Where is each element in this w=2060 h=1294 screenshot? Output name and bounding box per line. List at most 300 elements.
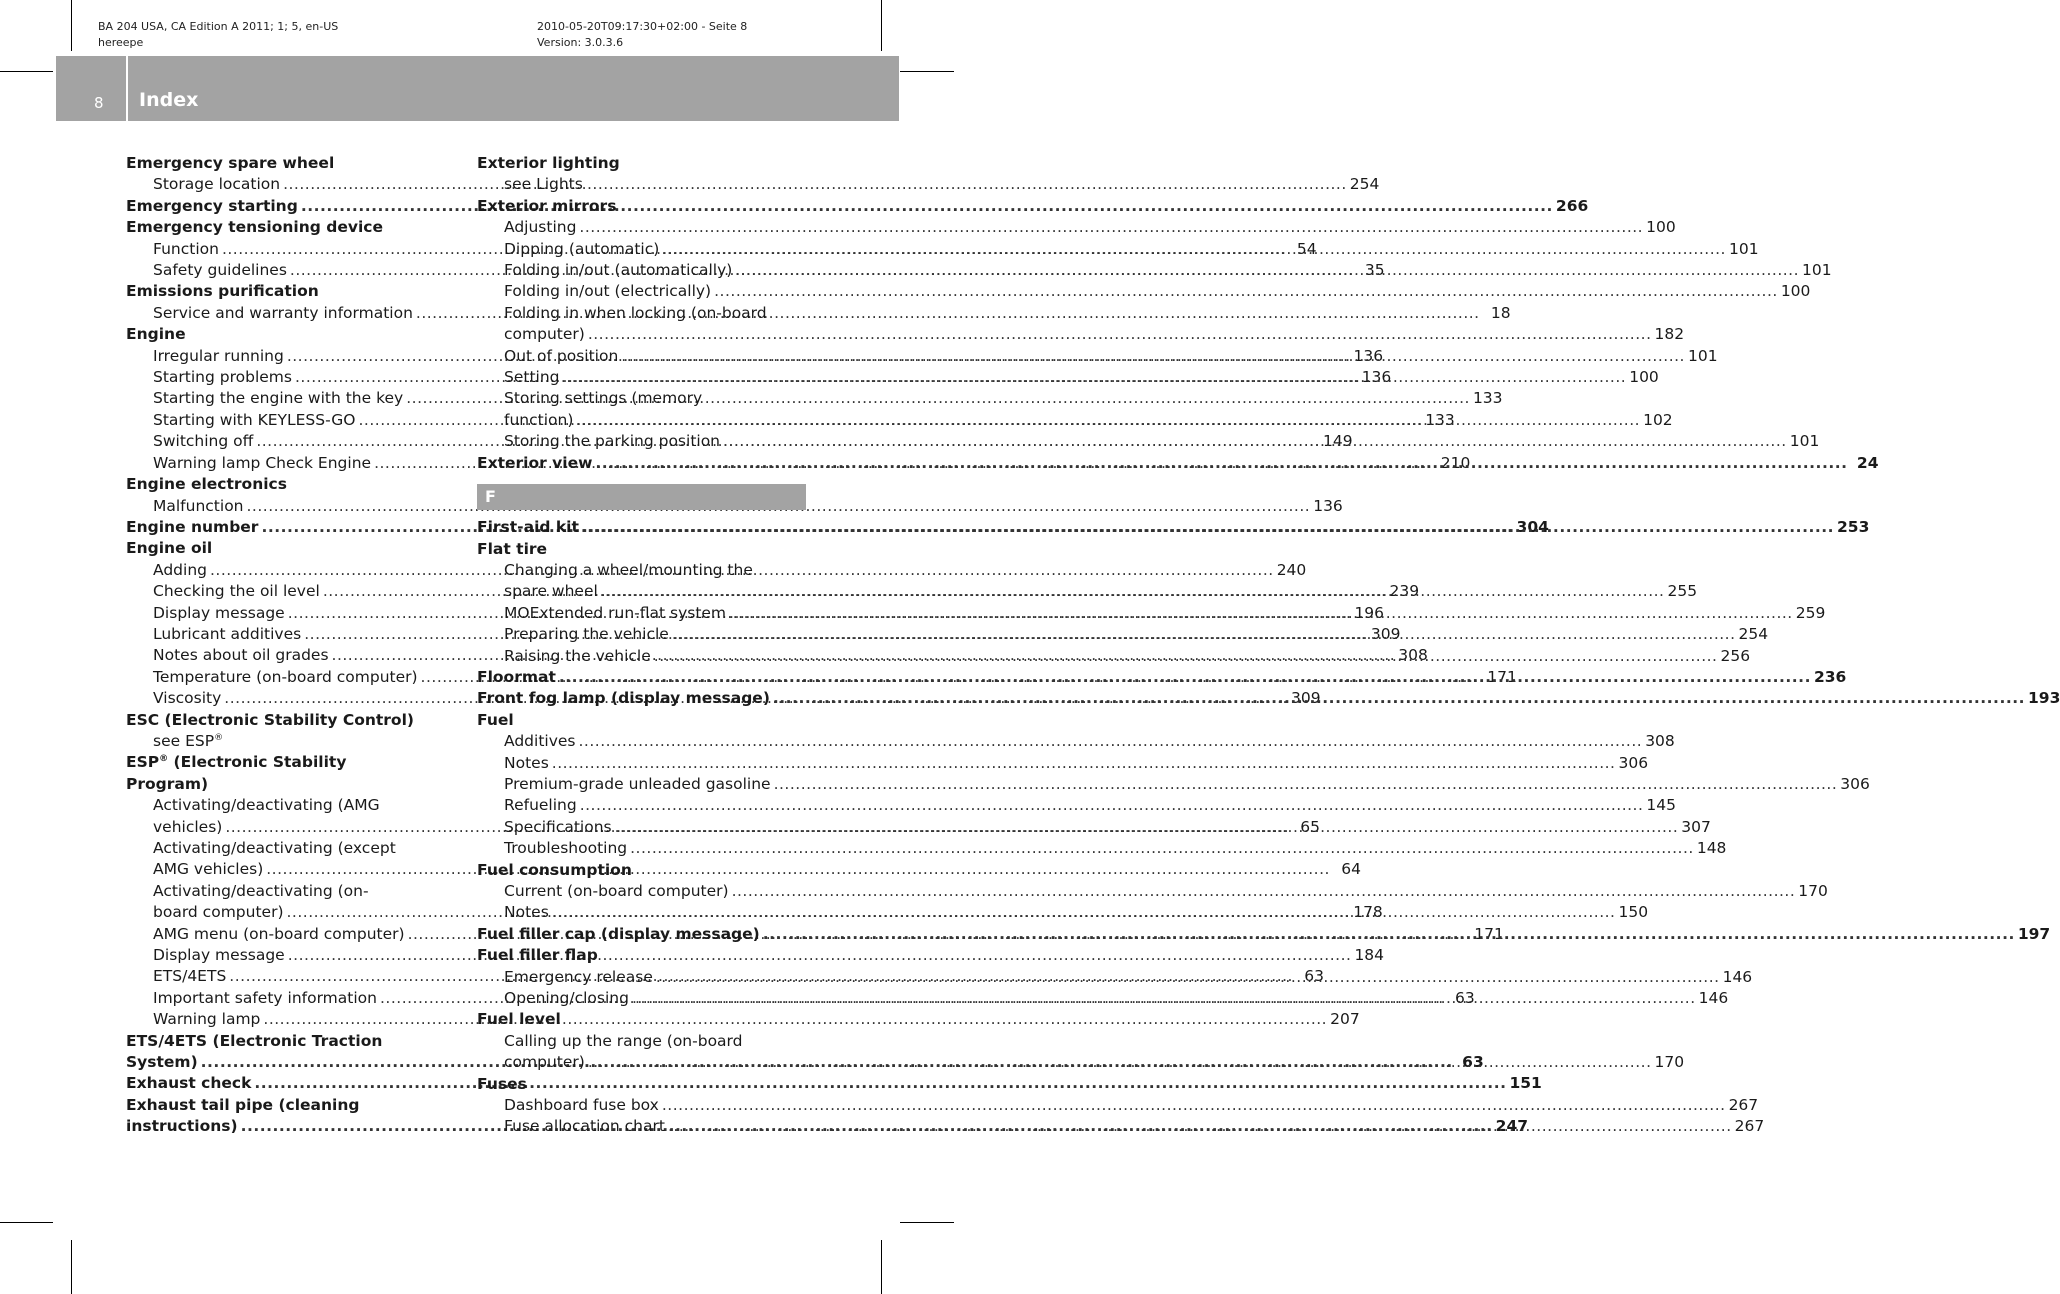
entry-label: Dashboard fuse box [504, 1096, 659, 1115]
index-subentry [126, 731, 455, 752]
index-subentry [477, 795, 1676, 816]
entry-label: Folding in/out (automatically) [504, 261, 733, 280]
entry-label: Current (on-board computer) [504, 882, 729, 900]
page-ref: 101 [1688, 346, 1718, 365]
dot-leader [578, 731, 1642, 752]
entry-label: Calling up the range (on-board [504, 1031, 743, 1050]
page-ref: 136 [1353, 346, 1384, 365]
entry-text [153, 496, 244, 517]
entry-label: Opening/closing [504, 989, 629, 1008]
page-ref: 254 [1738, 625, 1769, 644]
entry-text [504, 260, 732, 281]
entry-label: Safety guidelines [153, 261, 287, 280]
dot-leader [723, 431, 1787, 452]
dot-leader [615, 817, 1679, 838]
header-band [56, 56, 899, 121]
crop-mark [0, 71, 53, 72]
entry-label: Starting the engine with the key [153, 389, 404, 408]
entry-label: Activating/deactivating (AMG [153, 796, 380, 815]
page-ref: 309 [1370, 624, 1401, 643]
page-ref: 267 [1734, 1117, 1765, 1136]
entry-label: Refueling [504, 796, 577, 815]
crop-mark [0, 1222, 53, 1223]
page-title: Index [139, 89, 199, 111]
band-divider [126, 56, 128, 121]
page-ref: 178 [1353, 903, 1383, 922]
dot-leader [588, 324, 1652, 345]
entry-label: function) [504, 410, 574, 429]
page-ref: 146 [1698, 989, 1729, 1008]
entry-text [504, 624, 669, 645]
entry-label: computer) [504, 1053, 585, 1072]
entry-label: Notes about oil grades [153, 646, 329, 665]
entry-text [504, 902, 549, 923]
dot-leader [254, 1073, 1506, 1094]
page-ref: 101 [1729, 239, 1759, 258]
entry-text [153, 924, 405, 945]
page-ref: 182 [1654, 325, 1685, 344]
entry-label: Starting with KEYLESS-GO [153, 410, 356, 429]
index-entry [126, 474, 455, 495]
index-subentry [477, 560, 806, 581]
dot-leader [288, 945, 1352, 966]
entry-text [126, 1116, 238, 1137]
entry-label: Fuel [477, 710, 514, 729]
entry-label: Activating/deactivating (on- [153, 881, 369, 900]
entry-label: Fuel level [477, 1010, 561, 1029]
entry-text [504, 1116, 665, 1137]
entry-text [126, 517, 258, 538]
entry-text [504, 817, 612, 838]
page-ref: 304 [1516, 517, 1549, 536]
entry-text [504, 988, 629, 1009]
dot-leader [632, 988, 1696, 1009]
dot-leader [773, 688, 2025, 709]
index-entry [126, 153, 455, 174]
entry-label: Notes [504, 753, 549, 772]
entry-label: Fuel consumption [477, 860, 632, 879]
dot-leader [552, 753, 1616, 774]
dot-leader [595, 453, 1847, 474]
entry-label: Fuses [477, 1074, 527, 1093]
entry-label: board computer) [153, 903, 284, 922]
entry-label: see Lights [504, 175, 583, 194]
entry-label: instructions) [126, 1117, 238, 1136]
entry-text [153, 688, 221, 709]
index-subentry [477, 881, 1828, 902]
page-ref: 151 [1509, 1074, 1542, 1093]
entry-label: Floormat [477, 667, 556, 686]
page-ref: 63 [1454, 988, 1475, 1007]
index-entry [477, 153, 806, 174]
page-ref: 309 [1291, 689, 1321, 708]
entry-label: Dipping (automatic) [504, 239, 660, 258]
entry-text [477, 517, 579, 538]
entry-label: Setting [504, 368, 560, 387]
entry-label: Warning lamp [153, 1010, 261, 1029]
crop-mark [900, 1222, 954, 1223]
crop-mark [900, 71, 954, 72]
entry-label: Irregular running [153, 346, 284, 365]
entry-label: Folding in when locking (on-board [504, 303, 767, 322]
page-ref: 24 [1856, 453, 1879, 472]
entry-label: ETS/4ETS [153, 967, 227, 986]
page-ref: 18 [1490, 303, 1511, 322]
page-ref: 148 [1696, 839, 1727, 858]
entry-text [153, 603, 285, 624]
dot-leader [774, 774, 1838, 795]
entry-label: Emergency starting [126, 196, 298, 215]
page-ref: 133 [1425, 410, 1455, 429]
index-subentry [477, 731, 1675, 752]
page-ref: 207 [1330, 1010, 1360, 1029]
entry-text [153, 645, 329, 666]
entry-text [504, 881, 729, 902]
entry-label: Emergency spare wheel [126, 154, 335, 172]
entry-text [126, 1073, 251, 1094]
entry-label: Adjusting [504, 218, 577, 237]
crop-mark [881, 1240, 882, 1294]
index-subentry [477, 217, 1676, 238]
index-section-header: F [477, 484, 806, 510]
index-subentry [477, 1031, 806, 1052]
index-entry [126, 1031, 455, 1052]
dot-leader [654, 646, 1718, 667]
entry-text [504, 753, 549, 774]
entry-label: Fuel filler flap [477, 946, 598, 965]
index-entry [126, 752, 455, 773]
page-ref: 100 [1780, 282, 1811, 301]
entry-text [153, 859, 263, 880]
index-subentry [477, 774, 1870, 795]
entry-text [153, 453, 371, 474]
index-entry [477, 710, 806, 731]
dot-leader [563, 367, 1627, 388]
index-entry [126, 538, 455, 559]
page-ref: 306 [1618, 753, 1649, 772]
index-subentry [477, 174, 806, 195]
page-ref: 63 [1462, 1053, 1484, 1072]
entry-text [153, 1009, 260, 1030]
entry-label: Exterior view [477, 453, 593, 472]
entry-text [153, 174, 280, 195]
index-entry [477, 1009, 806, 1030]
page-ref: 253 [1837, 518, 1870, 537]
entry-label: Storing settings (memory [504, 389, 703, 408]
meta-left-line1: BA 204 USA, CA Edition A 2011; 1; 5, en-US [98, 20, 339, 33]
entry-text [504, 431, 720, 452]
entry-text [504, 324, 585, 345]
entry-label: Troubleshooting [504, 839, 628, 858]
page-ref: 240 [1276, 560, 1307, 579]
entry-label: ETS/4ETS (Electronic Traction [126, 1031, 383, 1050]
entry-label: AMG vehicles) [153, 860, 264, 879]
entry-text [153, 303, 413, 324]
entry-text [153, 560, 207, 581]
entry-label: Switching off [153, 432, 254, 451]
entry-text [153, 346, 284, 367]
entry-label: Display message [153, 946, 285, 965]
entry-text [153, 966, 226, 987]
print-meta-left [98, 19, 338, 51]
page-ref: 254 [1349, 175, 1380, 194]
entry-text [504, 795, 577, 816]
entry-text [504, 1052, 585, 1073]
entry-label: Temperature (on-board computer) [153, 667, 418, 686]
index-entry [126, 217, 455, 238]
entry-label: Starting problems [153, 368, 292, 387]
entry-text [504, 410, 573, 431]
entry-text [153, 945, 285, 966]
page-ref: 136 [1313, 496, 1343, 515]
entry-label: Fuse allocation chart [504, 1117, 665, 1136]
entry-label: Engine [126, 325, 186, 344]
dot-leader [668, 1116, 1732, 1137]
dot-leader [283, 174, 1347, 195]
page-ref: 256 [1720, 646, 1751, 665]
page-ref: 255 [1667, 582, 1698, 601]
page-ref: 196 [1354, 603, 1385, 622]
page-ref: 210 [1440, 453, 1471, 472]
index-entry [126, 710, 455, 731]
entry-label: Exterior mirrors [477, 196, 617, 215]
entry-label: Checking the oil level [153, 582, 320, 601]
entry-text [153, 667, 418, 688]
print-meta-right [537, 19, 747, 51]
entry-label: Fuel filler cap (display message) [477, 924, 760, 943]
entry-label: Raising the vehicle [504, 646, 651, 665]
dot-leader [601, 581, 1665, 602]
dot-leader [662, 1095, 1726, 1116]
entry-text [477, 924, 760, 945]
entry-text [504, 281, 711, 302]
entry-label: ESP [126, 753, 160, 772]
meta-right-line1: 2010-05-20T09:17:30+02:00 - Seite 8 [537, 20, 748, 33]
entry-text [153, 431, 253, 452]
entry-label: Storing the parking position [504, 432, 721, 451]
page-ref: 101 [1802, 261, 1832, 280]
page-number: 8 [94, 94, 104, 112]
dot-leader [559, 667, 1811, 688]
entry-label: Engine number [126, 517, 259, 536]
page-ref: 308 [1645, 732, 1675, 751]
index-subentry [126, 795, 455, 816]
entry-text [504, 774, 771, 795]
index-subentry [126, 496, 1343, 517]
page-ref: 193 [2028, 689, 2060, 708]
page-ref: 146 [1722, 967, 1753, 986]
index-entry [477, 1074, 806, 1095]
entry-text [153, 902, 284, 923]
entry-label: vehicles) [153, 817, 223, 836]
index-entry [126, 774, 455, 795]
entry-label: AMG menu (on-board computer) [153, 924, 405, 943]
entry-text [477, 688, 770, 709]
entry-label: Emissions purification [126, 282, 319, 301]
dot-leader [656, 967, 1720, 988]
entry-label: Adding [153, 560, 207, 579]
index-entry [477, 196, 806, 217]
page-ref: 100 [1629, 368, 1659, 387]
entry-text [153, 260, 287, 281]
page-ref: 259 [1795, 603, 1826, 622]
page-ref: 54 [1296, 239, 1317, 258]
entry-text [153, 239, 219, 260]
entry-text [126, 1052, 198, 1073]
crop-mark [71, 1240, 72, 1294]
dot-leader [729, 603, 1793, 624]
entry-label: spare wheel [504, 582, 598, 601]
page-ref: 136 [1361, 368, 1392, 387]
dot-leader [735, 260, 1799, 281]
entry-label: Warning lamp Check Engine [153, 453, 372, 472]
entry-text [504, 217, 576, 238]
entry-text [504, 1095, 659, 1116]
entry-text [153, 410, 355, 431]
entry-label: computer) [504, 325, 585, 344]
crop-mark [71, 0, 72, 51]
page-ref: 149 [1323, 432, 1353, 451]
entry-label: MOExtended run-flat system [504, 603, 727, 622]
entry-label: Lubricant additives [153, 624, 302, 643]
dot-leader [580, 795, 1644, 816]
page-ref: 247 [1495, 1117, 1529, 1136]
dot-leader [579, 217, 1643, 238]
dot-leader [630, 838, 1694, 859]
page-ref: 65 [1300, 817, 1321, 836]
page-ref: 63 [1304, 967, 1324, 986]
index-entry [126, 281, 455, 302]
entry-label: Service and warranty information [153, 303, 413, 322]
entry-text [153, 367, 292, 388]
entry-text [504, 731, 575, 752]
page-ref: 307 [1681, 817, 1711, 836]
dot-leader [672, 624, 1736, 645]
page-ref: 267 [1728, 1096, 1759, 1115]
entry-label: Activating/deactivating (except [153, 839, 396, 857]
entry-label-cont: (Electronic Stability [168, 753, 347, 772]
entry-text [477, 667, 556, 688]
index-entry [126, 1095, 455, 1116]
page-ref: 133 [1472, 389, 1503, 408]
page-ref: 64 [1341, 860, 1361, 879]
page-ref: 35 [1364, 261, 1385, 280]
dot-leader [588, 1052, 1652, 1073]
entry-label: see ESP [153, 731, 215, 750]
entry-text [153, 581, 320, 602]
entry-label: First-aid kit [477, 518, 579, 537]
crop-mark [881, 0, 882, 51]
entry-sup: ® [214, 732, 224, 743]
page-ref: 102 [1643, 410, 1673, 429]
entry-text [504, 346, 618, 367]
index-subentry [477, 753, 1649, 774]
page-ref: 239 [1389, 582, 1420, 601]
entry-label: Exhaust tail pipe (cleaning [126, 1095, 360, 1114]
entry-label: Front fog lamp (display message) [477, 689, 770, 708]
entry-text [504, 367, 560, 388]
entry-sup: ® [159, 754, 169, 765]
page-ref: 150 [1618, 903, 1649, 922]
page-ref: 266 [1555, 196, 1589, 215]
entry-label: Preparing the vehicle [504, 625, 669, 644]
page-ref: 170 [1654, 1053, 1685, 1072]
entry-text [153, 988, 377, 1009]
index-entry [477, 945, 806, 966]
entry-text [504, 838, 627, 859]
index-subentry [477, 838, 1727, 859]
entry-text [504, 967, 653, 988]
entry-label: Engine oil [126, 539, 213, 558]
entry-text [504, 646, 651, 667]
dot-leader [732, 881, 1796, 902]
index-subentry [126, 881, 455, 902]
dot-leader [582, 517, 1834, 538]
entry-text [153, 624, 301, 645]
entry-label: System) [126, 1053, 198, 1072]
index-subentry [477, 388, 806, 409]
entry-label: ESC (Electronic Stability Control) [126, 710, 414, 729]
index-subentry [477, 1095, 1759, 1116]
entry-label: Specifications [504, 817, 612, 836]
entry-label: Viscosity [153, 689, 222, 708]
page-ref: 100 [1646, 218, 1676, 237]
page-ref: 171 [1474, 924, 1504, 943]
page-ref: 308 [1398, 646, 1428, 665]
entry-text [477, 453, 592, 474]
index-subentry [477, 303, 806, 324]
dot-leader [576, 410, 1640, 431]
dot-leader [552, 902, 1616, 923]
page-ref: 184 [1354, 946, 1385, 965]
page-ref: 171 [1487, 667, 1517, 686]
dot-leader [621, 346, 1685, 367]
entry-text [504, 603, 726, 624]
page-ref: 101 [1789, 432, 1820, 451]
entry-label: Engine electronics [126, 475, 287, 494]
page-ref: 236 [1813, 667, 1847, 686]
entry-label: Emergency release [504, 967, 653, 986]
dot-leader [662, 239, 1726, 260]
entry-label: Emergency tensioning device [126, 218, 383, 237]
page-ref: 170 [1798, 882, 1828, 900]
page-ref: 306 [1840, 774, 1870, 793]
index-entry [477, 539, 806, 560]
entry-label: Additives [504, 732, 576, 751]
meta-left-line2: hereepe [98, 36, 144, 49]
index-entry [126, 324, 455, 345]
index-subentry [477, 324, 1685, 345]
entry-label: Exhaust check [126, 1074, 252, 1093]
entry-label: Display message [153, 603, 285, 622]
entry-text [153, 388, 403, 409]
dot-leader [714, 281, 1778, 302]
entry-label: Malfunction [153, 496, 244, 515]
entry-label: Exterior lighting [477, 154, 620, 172]
entry-label: Flat tire [477, 539, 548, 558]
entry-label: Notes [504, 903, 549, 922]
index-subentry [477, 281, 1811, 302]
entry-text [504, 581, 598, 602]
page-ref: 197 [2017, 924, 2051, 943]
entry-label: Folding in/out (electrically) [504, 282, 712, 301]
entry-text [126, 196, 298, 217]
dot-leader [763, 924, 2015, 945]
entry-label: Program) [126, 774, 209, 793]
page-ref: 145 [1646, 796, 1676, 815]
entry-label: Changing a wheel/mounting the [504, 560, 753, 579]
entry-label: Out of position [504, 346, 619, 365]
